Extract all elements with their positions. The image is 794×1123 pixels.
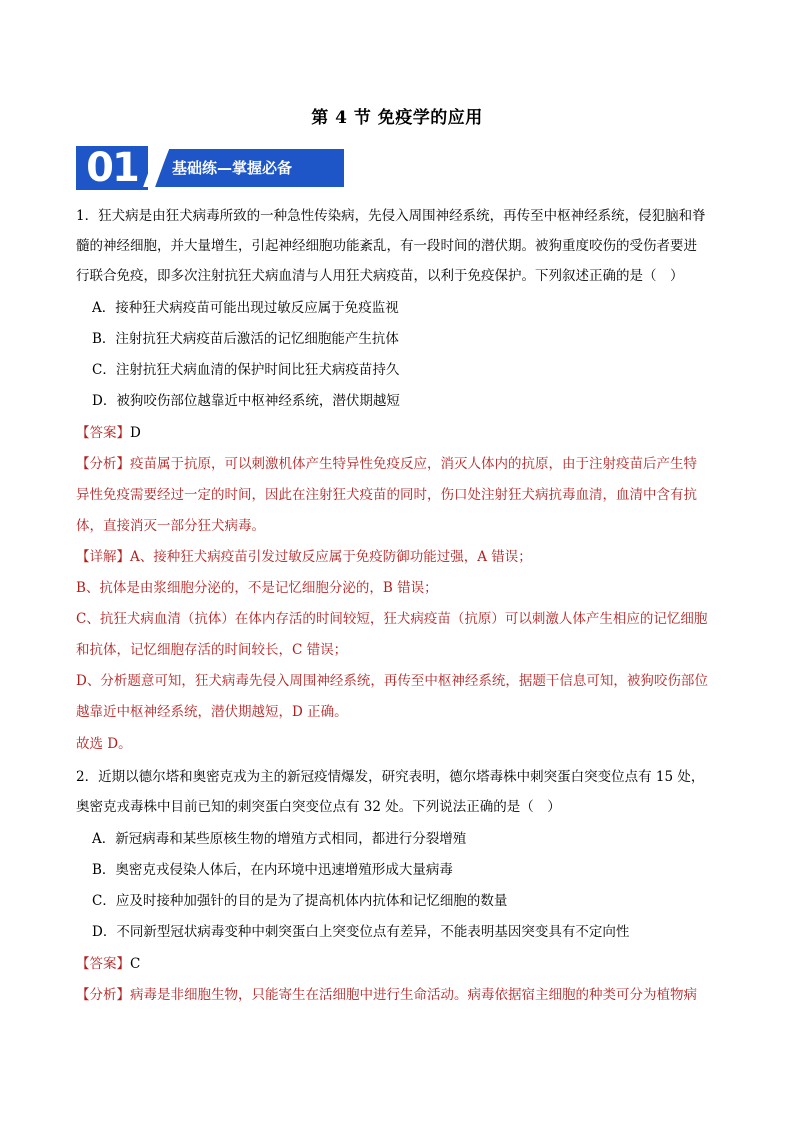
q1-detail-line: 越靠近中枢神经系统，潜伏期越短，D 正确。 bbox=[76, 704, 348, 720]
q1-detail-line: D、分析题意可知，狂犬病毒先侵入周围神经系统，再传至中枢神经系统，据题干信息可知，被狗咬伤部位 bbox=[76, 673, 708, 689]
q1-conclusion: 故选 D。 bbox=[76, 736, 132, 752]
q1-stem-line: 髓的神经细胞，并大量增生，引起神经细胞功能紊乱，有一段时间的潜伏期。被狗重度咬伤的受伤者要进 bbox=[76, 238, 697, 254]
q1-analysis-line: 异性免疫需要经过一定的时间，因此在注射狂犬疫苗的同时，伤口处注射狂犬病抗毒血清，血清中含有抗 bbox=[76, 487, 697, 503]
answer-value: D bbox=[130, 425, 141, 441]
q2-stem-line: 奥密克戎毒株中目前已知的刺突蛋白突变位点有 32 处。下列说法正确的是（ ） bbox=[76, 799, 561, 815]
answer-tag: 【答案】 bbox=[76, 956, 130, 972]
analysis-text: 病毒是非细胞生物，只能寄生在活细胞中进行生命活动。病毒依据宿主细胞的种类可分为植物病 bbox=[130, 987, 697, 1003]
answer-tag: 【答案】 bbox=[76, 425, 130, 441]
q2-option-c: C．应及时接种加强针的目的是为了提高机体内抗体和记忆细胞的数量 bbox=[92, 893, 508, 909]
q2-answer bbox=[76, 954, 736, 974]
section-number: 01 bbox=[76, 146, 148, 190]
q2-option-d: D．不同新型冠状病毒变种中刺突蛋白上突变位点有差异，不能表明基因突变具有不定向性 bbox=[92, 924, 630, 940]
detail-text: A、接种狂犬病疫苗引发过敏反应属于免疫防御功能过强，A 错误； bbox=[130, 549, 532, 565]
q2-option-b: B．奥密克戎侵染人体后，在内环境中迅速增殖形成大量病毒 bbox=[92, 862, 453, 878]
q1-answer bbox=[76, 423, 736, 443]
page-title: 第 4 节 免疫学的应用 bbox=[311, 108, 483, 128]
q1-stem-line: 行联合免疫，即多次注射抗狂犬病血清与人用狂犬病疫苗，以利于免疫保护。下列叙述正确的是（ ） bbox=[76, 268, 684, 284]
q1-option-d: D．被狗咬伤部位越靠近中枢神经系统，潜伏期越短 bbox=[92, 393, 400, 409]
section-label: 基础练—掌握必备 bbox=[172, 159, 293, 177]
answer-value: C bbox=[130, 956, 141, 972]
detail-tag: 【详解】 bbox=[76, 549, 130, 565]
q1-detail-line: B、抗体是由浆细胞分泌的，不是记忆细胞分泌的，B 错误； bbox=[76, 580, 438, 596]
analysis-tag: 【分析】 bbox=[76, 987, 130, 1003]
analysis-tag: 【分析】 bbox=[76, 456, 130, 472]
q1-option-a: A．接种狂犬病疫苗可能出现过敏反应属于免疫监视 bbox=[92, 300, 399, 316]
q2-option-a: A．新冠病毒和某些原核生物的增殖方式相同，都进行分裂增殖 bbox=[92, 831, 467, 847]
q1-stem-line: 1．狂犬病是由狂犬病毒所致的一种急性传染病，先侵入周围神经系统，再传至中枢神经系统，侵犯脑和脊 bbox=[76, 208, 706, 224]
section-banner bbox=[76, 146, 344, 190]
q1-option-b: B．注射抗狂犬病疫苗后激活的记忆细胞能产生抗体 bbox=[92, 331, 399, 347]
analysis-text: 疫苗属于抗原，可以刺激机体产生特异性免疫反应，消灭人体内的抗原，由于注射疫苗后产生特 bbox=[130, 456, 697, 472]
q1-option-c: C．注射抗狂犬病血清的保护时间比狂犬病疫苗持久 bbox=[92, 362, 400, 378]
q1-detail-line: 和抗体，记忆细胞存活的时间较长，C 错误； bbox=[76, 642, 348, 658]
q2-stem-line: 2．近期以德尔塔和奥密克戎为主的新冠疫情爆发，研究表明，德尔塔毒株中刺突蛋白突变位点有 15 处， bbox=[76, 769, 705, 785]
q1-analysis-line: 体，直接消灭一部分狂犬病毒。 bbox=[76, 518, 265, 534]
q2-analysis-line bbox=[76, 985, 736, 1005]
q1-detail-line bbox=[76, 547, 736, 567]
q1-detail-line: C、抗狂犬病血清（抗体）在体内存活的时间较短，狂犬病疫苗（抗原）可以刺激人体产生相应的记忆细胞 bbox=[76, 611, 708, 627]
q1-analysis-line bbox=[76, 454, 736, 474]
